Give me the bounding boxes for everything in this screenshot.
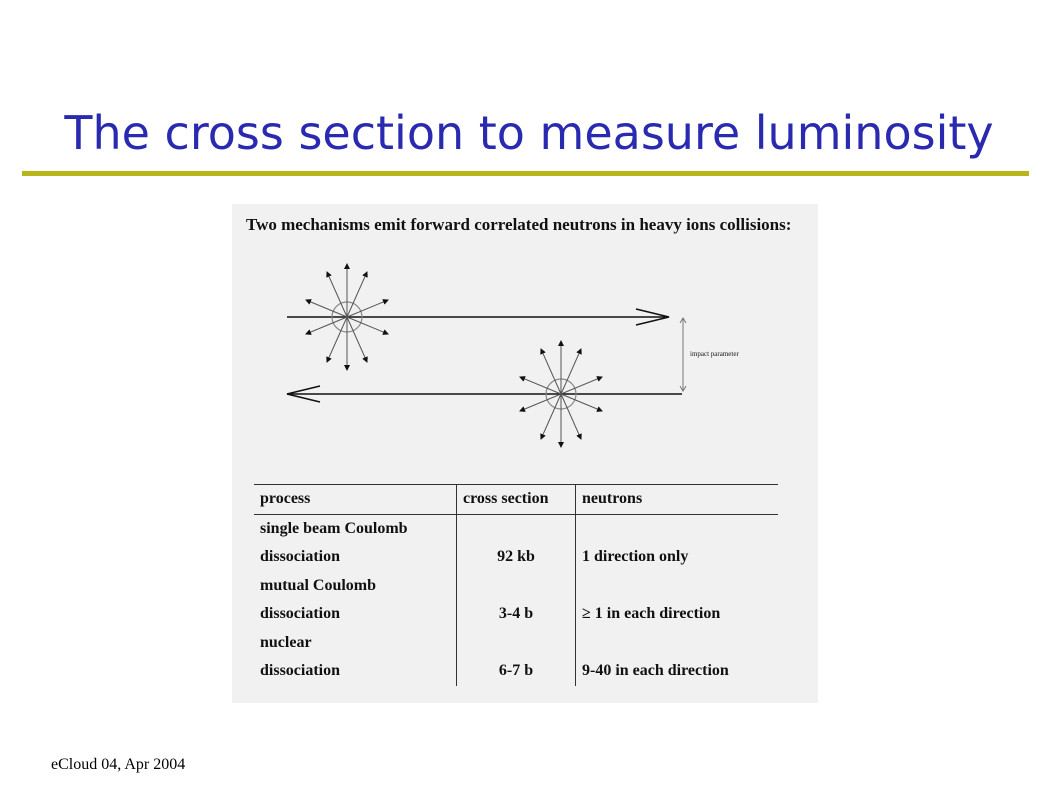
- header-cross-section: cross section: [457, 485, 576, 515]
- collision-diagram: [232, 204, 818, 484]
- cell-process: mutual Coulomb: [254, 572, 457, 601]
- cell-process: dissociation: [254, 543, 457, 572]
- cell-cross-section: [457, 514, 576, 543]
- cell-cross-section: [457, 629, 576, 658]
- cell-neutrons: 9-40 in each direction: [582, 662, 729, 679]
- slide-title: The cross section to measure luminosity: [64, 106, 994, 160]
- slide-footer: eCloud 04, Apr 2004: [51, 756, 186, 773]
- cell-process: dissociation: [254, 657, 457, 686]
- table-row: [254, 629, 778, 658]
- table-row: [254, 514, 778, 543]
- cell-neutrons: [576, 572, 779, 601]
- cell-cross-section: 3-4 b: [457, 600, 576, 629]
- table-row: [254, 657, 778, 686]
- table-row: [254, 543, 778, 572]
- header-process: process: [254, 485, 457, 515]
- cell-cross-section: 6-7 b: [457, 657, 576, 686]
- cell-process: nuclear: [254, 629, 457, 658]
- cell-process: dissociation: [254, 600, 457, 629]
- header-neutrons: neutrons: [582, 490, 643, 507]
- cell-cross-section: [457, 572, 576, 601]
- cell-neutrons: 1 direction only: [582, 548, 689, 565]
- table-header-row: [254, 485, 778, 515]
- figure-intro-text: Two mechanisms emit forward correlated neutrons in heavy ions collisions:: [246, 215, 792, 234]
- impact-parameter-label: impact parameter: [690, 350, 739, 358]
- cell-cross-section: 92 kb: [457, 543, 576, 572]
- title-underline: [22, 171, 1029, 176]
- cell-neutrons: [576, 514, 779, 543]
- figure-panel: [232, 204, 818, 703]
- cell-process: single beam Coulomb: [254, 514, 457, 543]
- table-row: [254, 572, 778, 601]
- table-row: [254, 600, 778, 629]
- cell-neutrons: ≥ 1 in each direction: [582, 605, 721, 622]
- process-table: [254, 484, 778, 686]
- cell-neutrons: [576, 629, 779, 658]
